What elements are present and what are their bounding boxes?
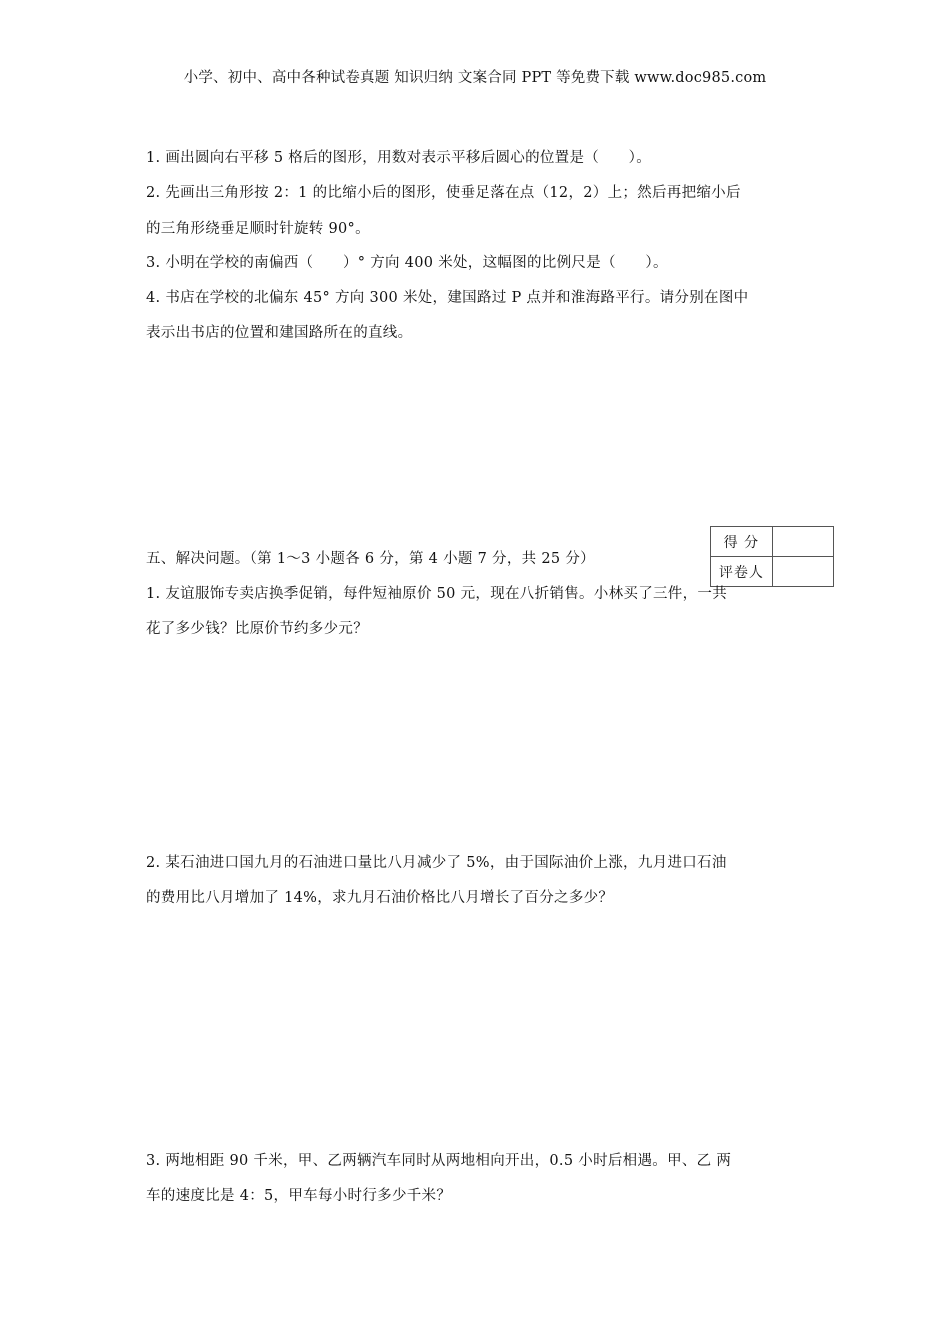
question-4-4-line2: 表示出书店的位置和建国路所在的直线。 [146,325,413,341]
question-4-3: 3. 小明在学校的南偏西（ ）° 方向 400 米处，这幅图的比例尺是（ ）。 [146,255,668,271]
question-4-2-line2: 的三角形绕垂足顺时针旋转 90°。 [146,221,370,237]
page-header: 小学、初中、高中各种试卷真题 知识归纳 文案合同 PPT 等免费下载 www.doc985.com [183,70,767,86]
question-5-1-line2: 花了多少钱？比原价节约多少元？ [146,621,368,637]
section-5-title: 五、解决问题。（第 1～3 小题各 6 分，第 4 小题 7 分，共 25 分） [146,551,595,567]
question-5-2-line1: 2. 某石油进口国九月的石油进口量比八月减少了 5%，由于国际油价上涨，九月进口石油 [146,855,727,871]
question-4-4-line1: 4. 书店在学校的北偏东 45° 方向 300 米处，建国路过 P 点并和淮海路平行。请分别在图中 [146,290,749,306]
question-5-3-line2: 车的速度比是 4：5，甲车每小时行多少千米？ [146,1188,452,1204]
question-4-2-line1: 2. 先画出三角形按 2：1 的比缩小后的图形，使垂足落在点（12，2）上；然后再把缩小后 [146,185,741,201]
question-5-1-line1: 1. 友谊服饰专卖店换季促销，每件短袖原价 50 元，现在八折销售。小林买了三件，一共 [146,586,728,602]
question-5-3-line1: 3. 两地相距 90 千米，甲、乙两辆汽车同时从两地相向开出，0.5 小时后相遇。甲、乙 两 [146,1153,732,1169]
question-5-2-line2: 的费用比八月增加了 14%，求九月石油价格比八月增长了百分之多少？ [146,890,614,906]
score-label: 得 分 [711,527,773,557]
question-4-1: 1. 画出圆向右平移 5 格后的图形，用数对表示平移后圆心的位置是（ ）。 [146,150,652,166]
grader-label: 评卷人 [711,557,773,587]
